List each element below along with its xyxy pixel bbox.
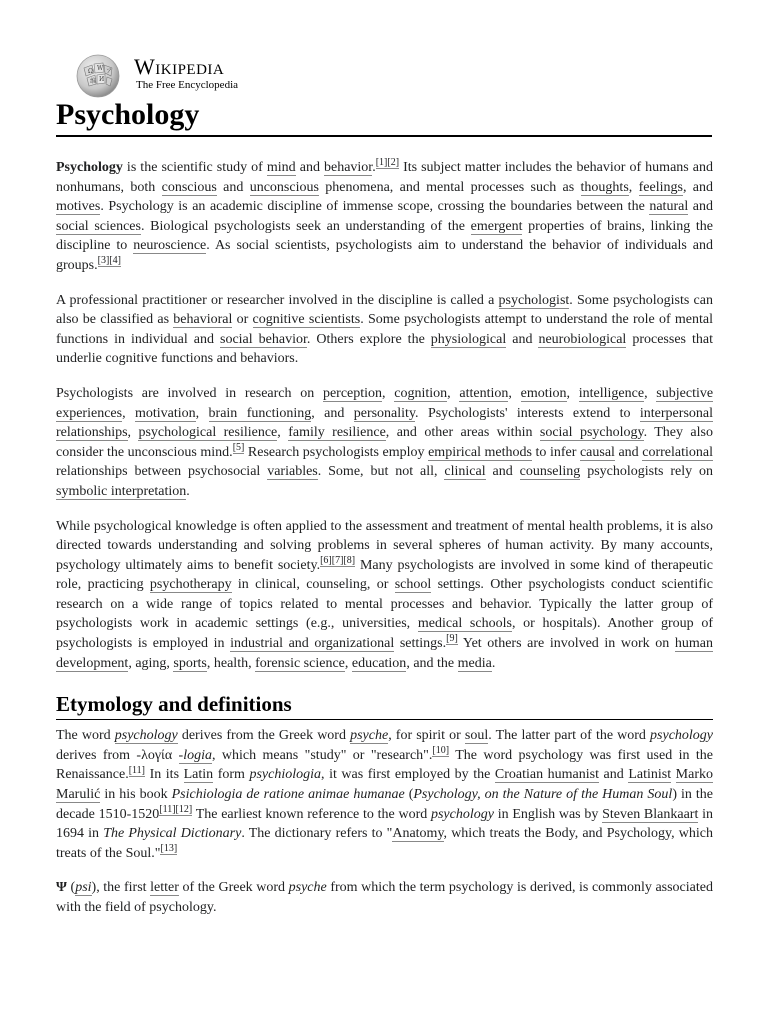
citation [320,555,355,567]
link-personality[interactable]: personality [353,405,416,421]
wordmark: Wikipedia [134,54,225,79]
text-run: The word [56,728,115,744]
text-run: . Psychologists' interests extend to [415,405,640,421]
citation [376,157,399,169]
link-brain-functioning[interactable]: brain functioning [208,405,312,421]
wikipedia-logo[interactable] [74,52,254,98]
text-run: . Some psychologists attempt to understand the role of mental functions in individual and [56,312,713,347]
link-psychologist[interactable]: psychologist [498,292,570,308]
citation-link[interactable]: [11][12] [159,803,193,815]
text-run: ) in the decade 1510-1520 [56,787,714,822]
text-run: settings. Other psychologists conduct scientific research on a wide range of topics related to mental processes and behavior. Typically the latter group of psychologists work in academic settings (e.g., universities, [56,577,713,632]
link-empirical-methods[interactable]: empirical methods [428,444,532,460]
text-run: ), the first [91,880,151,896]
text-run: , [382,385,395,401]
text-run: . The dictionary refers to " [241,826,393,842]
emphasis: Psichiologia de ratione animae humanae [171,787,405,803]
text-run: . Psychology is an academic discipline of immense scope, crossing the boundaries between the [100,199,650,215]
link-counseling[interactable]: counseling [519,464,581,480]
text-run: . Some, but not all, [317,464,445,480]
text-run: , [566,385,579,401]
text-run: , [447,385,460,401]
text-run: . As social scientists, psychologists aim to understand the behavior of individuals and groups. [56,238,713,273]
link-perception[interactable]: perception [322,385,383,401]
link-subjective-experiences[interactable]: subjective experiences [56,385,714,421]
text-run: psychologists rely on [580,464,713,480]
text-run: , [195,405,209,421]
text-run: . [372,160,376,175]
link-school[interactable]: school [394,577,432,593]
text-run: and [216,179,250,195]
link-thoughts[interactable]: thoughts [580,179,629,195]
section-heading: Etymology and definitions [56,690,713,720]
text-run: While psychological knowledge is often applied to the assessment and treatment of mental health problems, it is also directed towards understanding and solving problems in several spheres of human activity. By many accounts, psychology ultimately aims to benefit society. [56,518,713,573]
wikipedia-globe-icon [74,52,124,98]
link-media[interactable]: media [457,655,492,671]
text-run: ( [66,880,76,896]
emphasis: psychiologia [249,767,322,783]
paragraph [56,517,713,674]
text-run: and [485,464,520,480]
text-run: and [614,444,643,460]
text-run: from which the term psychology is derived, is commonly associated with the field of psychology. [56,880,713,915]
text-run: , and other areas within [385,425,540,441]
text-run: The word psychology was first used in the Renaissance. [56,747,713,783]
link-sports[interactable]: sports [173,655,207,671]
link-mind[interactable]: mind [266,160,296,175]
text-run: The earliest known reference to the word [192,806,431,822]
text-run: , [508,385,521,401]
text-run: , and the [406,655,458,671]
text-run: , [277,425,289,441]
link-psi[interactable]: psi [75,880,92,896]
text-run: . [186,483,190,499]
svg-text:维: 维 [90,78,97,85]
link-motivation[interactable]: motivation [134,405,196,421]
text-run: , for spirit or [388,728,465,744]
text-run: . The latter part of the word [488,728,651,744]
text-run: , [122,405,135,421]
bold-term: Ψ [56,880,67,896]
text-run: properties of brains, linking the discipline to [56,218,713,254]
text-run: relationships between psychosocial [56,464,268,480]
text-run: , and [311,405,354,421]
text-run: of the Greek word [178,880,289,896]
link-cognitive-scientists[interactable]: cognitive scientists [252,312,361,328]
link-anatomy[interactable]: Anatomy [392,826,444,842]
link-human-development[interactable]: human development [56,636,713,671]
link-neuroscience[interactable]: neuroscience [133,238,207,254]
link-conscious[interactable]: conscious [161,179,217,195]
citation [233,442,245,454]
link-psychotherapy[interactable]: psychotherapy [149,577,232,593]
link-social-behavior[interactable]: social behavior [220,331,307,347]
citation-link[interactable]: [1][2] [375,157,400,169]
link-emotion[interactable]: emotion [520,385,567,401]
text-run: , which treats the Body, and Psychology, which treats of the Soul." [56,826,713,861]
text-run: , it was first employed by the [321,767,495,783]
citation-link[interactable]: [5] [232,442,245,454]
text-run: , [127,425,139,441]
tagline: The Free Encyclopedia [136,79,239,91]
link-psychology[interactable]: psychology [114,728,178,744]
link-behavioral[interactable]: behavioral [173,312,233,328]
text-run: settings. [394,636,447,652]
text-run: in clinical, counseling, or [231,577,395,593]
text-run: . Others explore the [306,331,431,347]
link-cognition[interactable]: cognition [394,385,448,401]
text-run: or [232,312,253,328]
text-run: Many psychologists are involved in some kind of therapeutic role, practicing [56,557,714,593]
text-run: processes that underlie cognitive functions and behaviors. [56,331,713,367]
text-run: Yet others are involved in work on [457,636,675,652]
svg-text:Ω: Ω [88,68,93,75]
text-run: A professional practitioner or researcher involved in the discipline is called a [56,292,499,308]
text-run: In its [145,767,184,783]
link-forensic-science[interactable]: forensic science [255,655,345,671]
emphasis: psyche [288,880,327,896]
text-run: in English was by [493,806,603,822]
link-clinical[interactable]: clinical [444,464,486,480]
link-latin[interactable]: Latin [183,767,214,783]
link-natural[interactable]: natural [649,199,689,215]
link-letter[interactable]: letter [150,880,179,896]
text-run: form [213,767,250,783]
svg-text:И: И [99,76,105,83]
text-run: , which means "study" or "research". [212,747,433,763]
link-intelligence[interactable]: intelligence [578,385,645,401]
link-social-psychology[interactable]: social psychology [539,425,644,441]
link-logia[interactable]: -logia [178,747,212,763]
emphasis: psychology [430,806,494,822]
link-behavior[interactable]: behavior [323,160,373,175]
text-run: ( [404,787,414,803]
link-correlational[interactable]: correlational [642,444,713,460]
link-symbolic-interpretation[interactable]: symbolic interpretation [56,483,187,499]
text-run: , [644,385,657,401]
link-motives[interactable]: motives [56,199,101,215]
text-run: derives from -λογία [56,747,179,763]
link-medical-schools[interactable]: medical schools [417,616,512,632]
citation [98,255,121,267]
citation-link[interactable]: [9] [446,633,458,645]
text-run: , [344,655,352,671]
citation-link[interactable]: [13] [160,843,178,855]
svg-text:ア: ア [106,68,113,75]
text-run: and [688,199,713,215]
text-run: and [506,331,539,347]
link-education[interactable]: education [351,655,407,671]
emphasis: Psychology, on the Nature of the Human Soul [413,787,673,803]
citation-link[interactable]: [6][7][8] [320,555,356,567]
link-variables[interactable]: variables [267,464,318,480]
text-run: is the scientific study of [122,160,267,175]
svg-text:W: W [97,65,104,72]
link-family-resilience[interactable]: family resilience [288,425,386,441]
link-causal[interactable]: causal [579,444,615,460]
citation [160,843,177,855]
text-run: , or hospitals). Another group of psychologists is employed in [56,616,714,652]
text-run: Its subject matter includes the behavior of humans and nonhumans, both [56,160,713,195]
link-social-sciences[interactable]: social sciences [56,218,141,234]
paragraph [56,384,713,502]
link-industrial-and-organizational[interactable]: industrial and organizational [230,636,395,652]
link-psychological-resilience[interactable]: psychological resilience [138,425,278,441]
text-run: in his book [100,787,172,803]
citation-link[interactable]: [3][4] [97,255,121,267]
text-run: , [628,179,639,195]
paragraph [56,291,713,369]
emphasis: psychology [650,728,714,744]
text-run: phenomena, and mental processes such as [318,179,581,195]
citation [446,633,458,645]
text-run: . They also consider the unconscious mind. [56,425,713,460]
article-body [56,158,713,933]
paragraph [56,878,713,917]
link-attention[interactable]: attention [459,385,509,401]
paragraph [56,726,713,863]
link-psyche[interactable]: psyche [350,728,389,744]
link-neurobiological[interactable]: neurobiological [538,331,627,347]
text-run: Psychologists are involved in research on [56,385,323,401]
citation [129,765,145,777]
text-run: and [295,160,324,175]
text-run: Research psychologists employ [244,444,429,460]
text-run: to infer [531,444,580,460]
paragraph [56,158,713,276]
link-steven-blankaart[interactable]: Steven Blankaart [602,806,699,822]
text-run: , and [682,179,713,195]
emphasis: The Physical Dictionary [103,826,242,842]
text-run: derives from the Greek word [177,728,351,744]
link-interpersonal-relationships[interactable]: interpersonal relationships [56,405,713,441]
citation-link[interactable]: [11] [128,764,145,776]
link-soul[interactable]: soul [464,728,489,744]
bold-term: Psychology [56,160,123,175]
citation [432,745,449,757]
text-run: . Some psychologists can also be classified as [56,292,713,328]
text-run: . [491,655,496,671]
link-latinist[interactable]: Latinist [628,767,672,783]
link-emergent[interactable]: emergent [470,218,523,234]
citation-link[interactable]: [10] [432,745,450,757]
link-unconscious[interactable]: unconscious [249,179,319,195]
text-run: and [598,767,629,783]
page-title: Psychology [56,96,712,137]
link-feelings[interactable]: feelings [638,179,683,195]
text-run: , aging, [128,655,174,671]
link-croatian-humanist[interactable]: Croatian humanist [494,767,599,783]
text-run: , health, [206,655,256,671]
text-run [671,767,676,782]
citation [159,804,192,816]
link-marko-maruli[interactable]: Marko Marulić [56,767,713,803]
link-physiological[interactable]: physiological [430,331,507,347]
text-run: in 1694 in [56,806,713,842]
text-run: . Biological psychologists seek an understanding of the [140,218,471,234]
